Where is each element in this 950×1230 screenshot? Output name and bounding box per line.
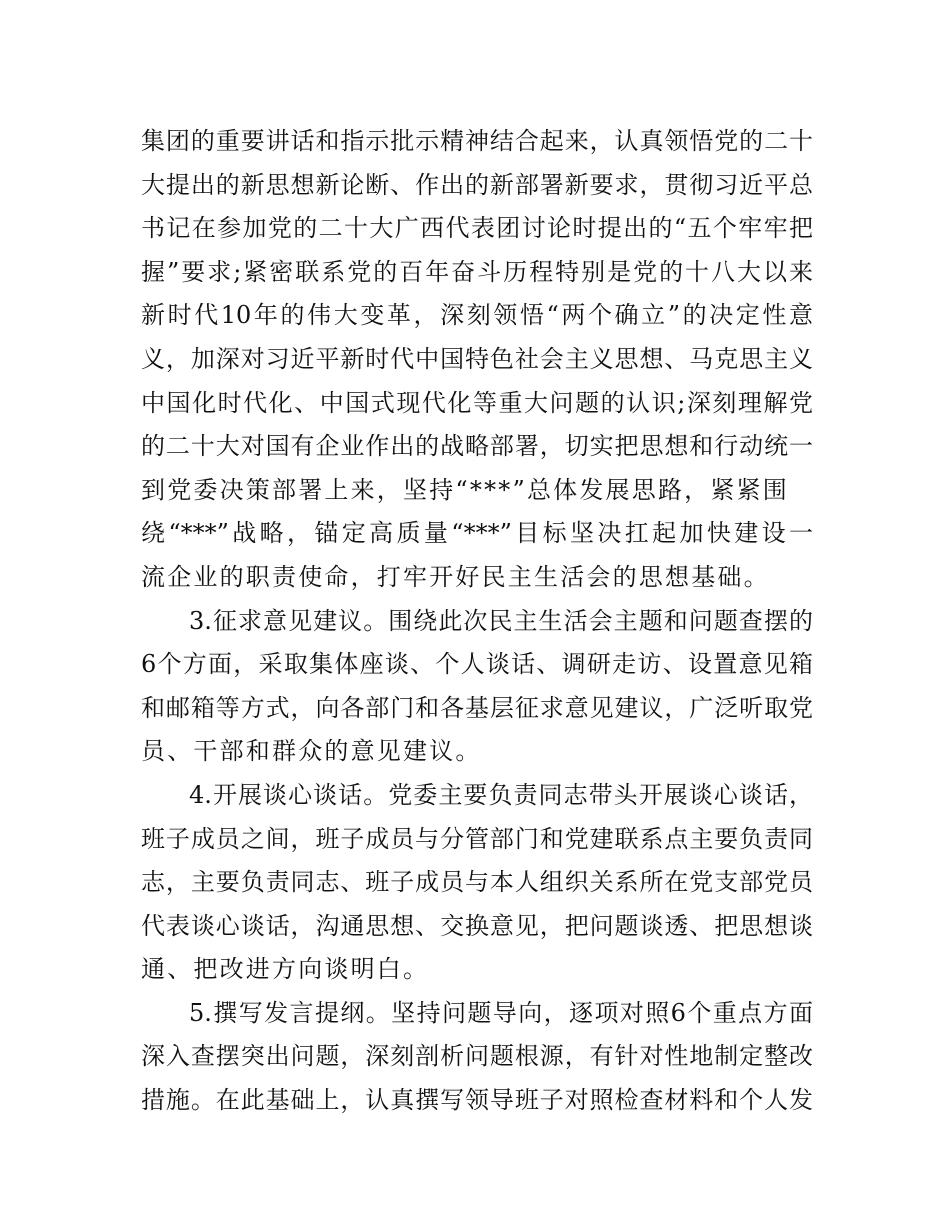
text-line: 和邮箱等方式，向各部门和各基层征求意见建议，广泛听取党 [141,693,813,722]
document-page [141,120,813,1123]
text-line: 集团的重要讲话和指示批示精神结合起来，认真领悟党的二十 [141,127,813,155]
text-line: 的二十大对国有企业作出的战略部署，切实把思想和行动统一 [141,432,813,461]
text-line: 6个方面，采取集体座谈、个人谈话、调研走访、设置意见箱 [141,650,813,679]
text-line: 握”要求;紧密联系党的百年奋斗历程特别是党的十八大以来 [141,257,813,286]
text-line: 到党委决策部署上来，坚持“***”总体发展思路，紧紧围 [141,475,789,504]
paragraph-3-start: 3.征求意见建议。围绕此次民主生活会主题和问题查摆的 [189,606,813,635]
text-line: 员、干部和群众的意见建议。 [141,737,482,766]
text-line: 大提出的新思想新论断、作出的新部署新要求，贯彻习近平总 [141,170,813,199]
text-line: 流企业的职责使命，打牢开好民主生活会的思想基础。 [141,562,770,591]
text-line: 代表谈心谈话，沟通思想、交换意见，把问题谈透、把思想谈 [141,911,813,940]
text-line: 深入查摆突出问题，深刻剖析问题根源，有针对性地制定整改 [141,1042,813,1071]
text-line: 新时代10年的伟大变革，深刻领悟“两个确立”的决定性意 [141,301,813,330]
text-line: 中国化时代化、中国式现代化等重大问题的认识;深刻理解党 [141,388,813,417]
text-line: 通、把改进方向谈明白。 [141,955,430,984]
text-line: 义，加深对习近平新时代中国特色社会主义思想、马克思主义 [141,344,813,373]
paragraph-4-start: 4.开展谈心谈话。党委主要负责同志带头开展谈心谈话， [189,780,813,809]
text-line: 志，主要负责同志、班子成员与本人组织关系所在党支部党员 [141,868,813,897]
paragraph-5-start: 5.撰写发言提纲。坚持问题导向，逐项对照6个重点方面 [189,998,813,1027]
text-line: 措施。在此基础上，认真撰写领导班子对照检查材料和个人发 [141,1086,813,1115]
text-line: 书记在参加党的二十大广西代表团讨论时提出的“五个牢牢把 [141,214,813,243]
text-line: 绕“***”战略，锚定高质量“***”目标坚决扛起加快建设一 [141,519,813,548]
text-line: 班子成员之间，班子成员与分管部门和党建联系点主要负责同 [141,824,813,853]
